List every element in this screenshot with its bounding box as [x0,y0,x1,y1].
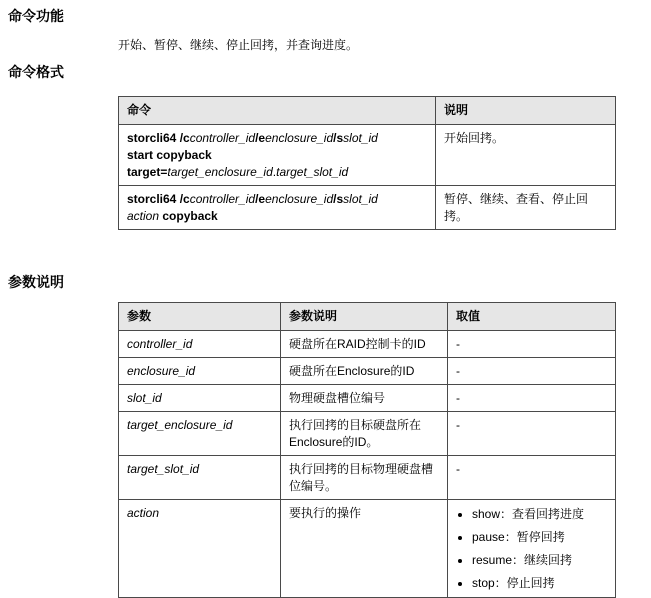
command-text-segment: target_enclosure_id [167,165,273,179]
value-cell: - [448,456,616,500]
value-list [456,506,607,592]
table-row [119,125,616,186]
table-row [119,500,616,598]
value-list-item: • pause：暂停回拷 [472,529,607,546]
value-list-item: • stop：停止回拷 [472,575,607,592]
command-text-segment: enclosure_id [265,192,334,206]
command-text-segment: start copyback [127,148,212,162]
command-text-segment: enclosure_id [265,131,334,145]
section-heading-command-format: 命令格式 [8,64,64,80]
parameter-table [118,302,616,598]
column-header: 参数说明 [281,303,448,331]
command-text-segment: /e [255,192,266,206]
table-header-row [119,303,616,331]
table-row [119,385,616,412]
command-text-segment: target_slot_id [276,165,349,179]
param-description-cell: 硬盘所在Enclosure的ID [281,358,448,385]
value-cell: - [448,358,616,385]
column-header: 命令 [119,97,436,125]
command-cell [119,125,436,186]
table-row [119,358,616,385]
command-text-segment: . [272,165,277,179]
param-cell: target_slot_id [119,456,281,500]
param-cell: target_enclosure_id [119,412,281,456]
value-list-item: • show：查看回拷进度 [472,506,607,523]
command-text-segment: controller_id [189,131,256,145]
command-cell [119,186,436,230]
table-row [119,456,616,500]
value-cell [448,500,616,598]
description-cell: 暂停、继续、查看、停止回拷。 [436,186,616,230]
table-row [119,186,616,230]
param-description-cell: 执行回拷的目标硬盘所在Enclosure的ID。 [281,412,448,456]
section-heading-parameters: 参数说明 [8,274,64,290]
description-cell: 开始回拷。 [436,125,616,186]
column-header: 取值 [448,303,616,331]
column-header: 参数 [119,303,281,331]
command-text-segment: /s [333,131,344,145]
command-text-segment: target= [127,165,168,179]
command-text-segment: /s [333,192,344,206]
command-text-segment: slot_id [343,131,378,145]
value-cell: - [448,412,616,456]
param-cell: enclosure_id [119,358,281,385]
table-row [119,331,616,358]
param-description-cell: 要执行的操作 [281,500,448,598]
command-text-segment: controller_id [189,192,256,206]
command-text-segment: storcli64 /c [127,192,190,206]
command-function-text: 开始、暂停、继续、停止回拷，并查询进度。 [118,38,359,52]
command-text-segment: /e [255,131,266,145]
command-text-segment: slot_id [343,192,378,206]
command-text-segment: copyback [162,209,218,223]
value-cell: - [448,331,616,358]
param-cell: controller_id [119,331,281,358]
param-cell: slot_id [119,385,281,412]
value-list-item: • resume：继续回拷 [472,552,607,569]
value-cell: - [448,385,616,412]
param-description-cell: 执行回拷的目标物理硬盘槽位编号。 [281,456,448,500]
section-heading-command-function: 命令功能 [8,8,64,24]
command-text-segment: action [127,209,160,223]
table-header-row [119,97,616,125]
param-description-cell: 硬盘所在RAID控制卡的ID [281,331,448,358]
column-header: 说明 [436,97,616,125]
command-format-table [118,96,616,230]
command-text-segment: storcli64 /c [127,131,190,145]
table-row [119,412,616,456]
param-description-cell: 物理硬盘槽位编号 [281,385,448,412]
param-cell: action [119,500,281,598]
